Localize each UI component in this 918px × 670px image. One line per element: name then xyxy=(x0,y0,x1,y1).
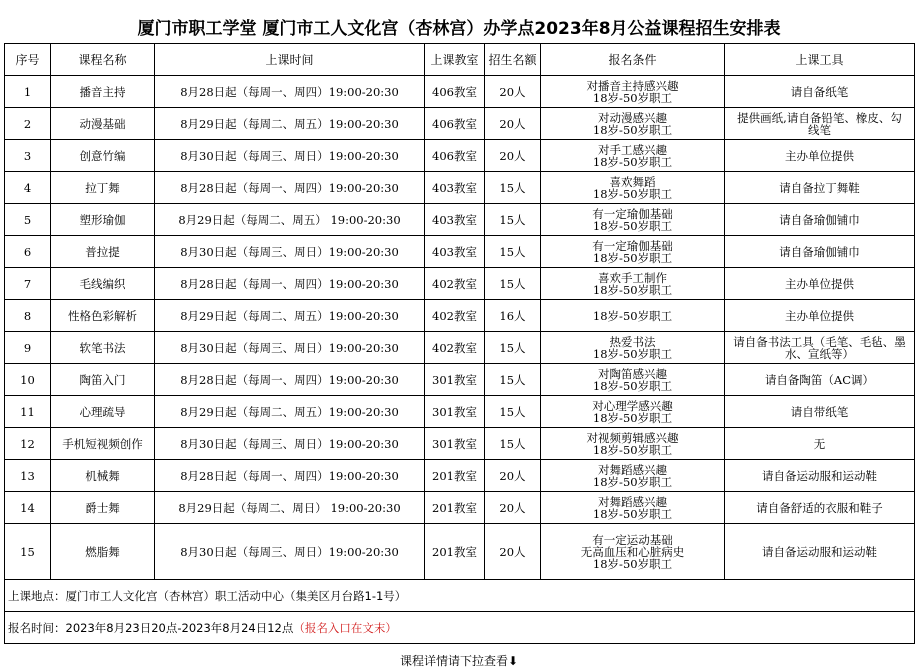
cell-tools xyxy=(725,140,915,172)
cell-condition xyxy=(541,492,725,524)
header-tools: 上课工具 xyxy=(725,44,915,76)
cell-time: 8月30日起（每周三、周日）19:00-20:30 xyxy=(155,524,425,580)
cell-condition-line: 对舞蹈感兴趣 xyxy=(598,462,667,477)
cell-room: 402教室 xyxy=(425,268,485,300)
cell-time: 8月29日起（每周二、周五）19:00-20:30 xyxy=(155,108,425,140)
signup-cell xyxy=(5,612,915,644)
cell-condition-line: 热爱书法 xyxy=(609,334,656,349)
cell-condition-line: 对手工感兴趣 xyxy=(598,142,667,157)
cell-course-name: 陶笛入门 xyxy=(51,364,155,396)
cell-condition-line: 18岁-50岁职工 xyxy=(592,506,673,521)
cell-tools-line: 主办单位提供 xyxy=(785,308,854,323)
cell-condition-line: 有一定瑜伽基础 xyxy=(592,238,673,253)
cell-tools-line: 请自备运动服和运动鞋 xyxy=(762,544,877,559)
cell-quota: 15人 xyxy=(485,428,541,460)
cell-no: 4 xyxy=(5,172,51,204)
cell-no: 6 xyxy=(5,236,51,268)
cell-condition-line: 对舞蹈感兴趣 xyxy=(598,494,667,509)
cell-condition-line: 喜欢舞蹈 xyxy=(609,174,656,189)
cell-condition xyxy=(541,428,725,460)
cell-time: 8月30日起（每周三、周日）19:00-20:30 xyxy=(155,332,425,364)
cell-course-name: 燃脂舞 xyxy=(51,524,155,580)
course-schedule-table xyxy=(4,43,915,644)
cell-course-name: 普拉提 xyxy=(51,236,155,268)
cell-condition xyxy=(541,172,725,204)
cell-quota: 15人 xyxy=(485,236,541,268)
cell-time: 8月29日起（每周二、周五） 19:00-20:30 xyxy=(155,204,425,236)
cell-time: 8月30日起（每周三、周日）19:00-20:30 xyxy=(155,140,425,172)
cell-course-name: 创意竹编 xyxy=(51,140,155,172)
cell-time: 8月29日起（每周二、周五）19:00-20:30 xyxy=(155,300,425,332)
cell-condition-line: 18岁-50岁职工 xyxy=(592,282,673,297)
cell-course-name: 心理疏导 xyxy=(51,396,155,428)
cell-tools-line: 提供画纸,请自备铅笔、橡皮、勾 xyxy=(737,110,902,125)
cell-condition xyxy=(541,396,725,428)
cell-condition xyxy=(541,300,725,332)
scroll-down-note xyxy=(0,652,918,669)
cell-no: 15 xyxy=(5,524,51,580)
cell-no: 1 xyxy=(5,76,51,108)
cell-no: 3 xyxy=(5,140,51,172)
cell-tools-line: 无 xyxy=(813,436,826,451)
cell-condition-line: 对视频剪辑感兴趣 xyxy=(586,430,679,445)
table-row xyxy=(5,172,915,204)
table-row xyxy=(5,76,915,108)
cell-tools-line: 主办单位提供 xyxy=(785,148,854,163)
cell-no: 7 xyxy=(5,268,51,300)
cell-room: 301教室 xyxy=(425,428,485,460)
header-condition: 报名条件 xyxy=(541,44,725,76)
cell-course-name: 性格色彩解析 xyxy=(51,300,155,332)
cell-no: 14 xyxy=(5,492,51,524)
header-room: 上课教室 xyxy=(425,44,485,76)
cell-tools xyxy=(725,108,915,140)
cell-room: 403教室 xyxy=(425,172,485,204)
cell-tools-line: 线笔 xyxy=(808,122,831,137)
cell-room: 201教室 xyxy=(425,460,485,492)
cell-condition-line: 18岁-50岁职工 xyxy=(592,474,673,489)
cell-tools xyxy=(725,396,915,428)
cell-quota: 20人 xyxy=(485,460,541,492)
cell-room: 403教室 xyxy=(425,204,485,236)
cell-time: 8月28日起（每周一、周四）19:00-20:30 xyxy=(155,364,425,396)
location-text: 上课地点：厦门市工人文化宫（杏林宫）职工活动中心（集美区月台路1-1号） xyxy=(5,580,915,612)
cell-no: 2 xyxy=(5,108,51,140)
scroll-down-text: 课程详情请下拉查看 xyxy=(399,654,508,668)
cell-condition xyxy=(541,236,725,268)
cell-condition-line: 18岁-50岁职工 xyxy=(592,308,673,323)
cell-tools xyxy=(725,524,915,580)
cell-tools-line: 请自备舒适的衣服和鞋子 xyxy=(756,500,883,515)
signup-time: 报名时间：2023年8月23日20点-2023年8月24日12点 xyxy=(8,620,294,635)
cell-quota: 20人 xyxy=(485,524,541,580)
cell-no: 12 xyxy=(5,428,51,460)
cell-time: 8月28日起（每周一、周四）19:00-20:30 xyxy=(155,76,425,108)
cell-quota: 15人 xyxy=(485,364,541,396)
cell-course-name: 动漫基础 xyxy=(51,108,155,140)
cell-course-name: 机械舞 xyxy=(51,460,155,492)
table-row xyxy=(5,524,915,580)
cell-quota: 15人 xyxy=(485,172,541,204)
cell-course-name: 爵士舞 xyxy=(51,492,155,524)
cell-condition xyxy=(541,268,725,300)
cell-condition xyxy=(541,460,725,492)
table-row xyxy=(5,364,915,396)
cell-quota: 15人 xyxy=(485,268,541,300)
cell-room: 406教室 xyxy=(425,140,485,172)
cell-condition-line: 18岁-50岁职工 xyxy=(592,346,673,361)
cell-tools xyxy=(725,492,915,524)
table-row xyxy=(5,396,915,428)
cell-quota: 20人 xyxy=(485,140,541,172)
cell-course-name: 软笔书法 xyxy=(51,332,155,364)
table-header-row xyxy=(5,44,915,76)
cell-room: 402教室 xyxy=(425,332,485,364)
cell-course-name: 拉丁舞 xyxy=(51,172,155,204)
cell-condition-line: 有一定运动基础 xyxy=(592,532,673,547)
cell-no: 8 xyxy=(5,300,51,332)
page-title: 厦门市职工学堂 厦门市工人文化宫（杏林宫）办学点2023年8月公益课程招生安排表 xyxy=(137,19,781,39)
cell-condition xyxy=(541,76,725,108)
cell-tools xyxy=(725,460,915,492)
location-row xyxy=(5,580,915,612)
cell-tools-line: 请自带纸笔 xyxy=(790,404,849,419)
header-no: 序号 xyxy=(5,44,51,76)
table-row xyxy=(5,204,915,236)
cell-room: 301教室 xyxy=(425,364,485,396)
cell-tools-line: 请自备瑜伽铺巾 xyxy=(779,212,860,227)
header-time: 上课时间 xyxy=(155,44,425,76)
cell-course-name: 播音主持 xyxy=(51,76,155,108)
table-row xyxy=(5,300,915,332)
cell-condition-line: 对播音主持感兴趣 xyxy=(586,78,679,93)
cell-tools-line: 请自备陶笛（AC调） xyxy=(764,372,875,387)
cell-time: 8月29日起（每周二、周五）19:00-20:30 xyxy=(155,396,425,428)
cell-condition-line: 有一定瑜伽基础 xyxy=(592,206,673,221)
cell-quota: 15人 xyxy=(485,332,541,364)
cell-tools xyxy=(725,236,915,268)
cell-tools xyxy=(725,268,915,300)
header-course-name: 课程名称 xyxy=(51,44,155,76)
cell-tools xyxy=(725,76,915,108)
cell-time: 8月28日起（每周一、周四）19:00-20:30 xyxy=(155,172,425,204)
cell-room: 201教室 xyxy=(425,524,485,580)
cell-quota: 20人 xyxy=(485,108,541,140)
cell-condition-line: 18岁-50岁职工 xyxy=(592,218,673,233)
cell-condition-line: 喜欢手工制作 xyxy=(598,270,667,285)
table-row xyxy=(5,108,915,140)
cell-condition xyxy=(541,332,725,364)
cell-condition xyxy=(541,108,725,140)
cell-condition-line: 18岁-50岁职工 xyxy=(592,186,673,201)
cell-condition xyxy=(541,140,725,172)
cell-condition-line: 对动漫感兴趣 xyxy=(598,110,667,125)
arrow-down-icon: ⬇ xyxy=(507,654,519,668)
cell-condition-line: 18岁-50岁职工 xyxy=(592,154,673,169)
cell-tools-line: 请自备瑜伽铺巾 xyxy=(779,244,860,259)
cell-no: 13 xyxy=(5,460,51,492)
cell-time: 8月28日起（每周一、周四）19:00-20:30 xyxy=(155,460,425,492)
cell-condition xyxy=(541,524,725,580)
cell-room: 402教室 xyxy=(425,300,485,332)
cell-room: 406教室 xyxy=(425,76,485,108)
cell-tools xyxy=(725,204,915,236)
signup-row xyxy=(5,612,915,644)
cell-tools xyxy=(725,332,915,364)
cell-condition-line: 18岁-50岁职工 xyxy=(592,122,673,137)
cell-no: 11 xyxy=(5,396,51,428)
cell-tools-line: 水、宣纸等） xyxy=(785,346,854,361)
cell-condition-line: 对心理学感兴趣 xyxy=(592,398,673,413)
cell-room: 301教室 xyxy=(425,396,485,428)
cell-course-name: 毛线编织 xyxy=(51,268,155,300)
cell-condition-line: 18岁-50岁职工 xyxy=(592,378,673,393)
cell-tools xyxy=(725,428,915,460)
signup-link-note: （报名入口在文末） xyxy=(293,620,397,635)
table-row xyxy=(5,332,915,364)
table-row xyxy=(5,460,915,492)
cell-no: 5 xyxy=(5,204,51,236)
cell-tools-line: 请自备纸笔 xyxy=(790,84,849,99)
cell-tools-line: 请自备书法工具（毛笔、毛毡、墨 xyxy=(733,334,906,349)
cell-quota: 15人 xyxy=(485,396,541,428)
cell-no: 9 xyxy=(5,332,51,364)
cell-condition xyxy=(541,204,725,236)
cell-condition-line: 18岁-50岁职工 xyxy=(592,442,673,457)
cell-quota: 20人 xyxy=(485,76,541,108)
cell-tools-line: 请自备运动服和运动鞋 xyxy=(762,468,877,483)
cell-quota: 15人 xyxy=(485,204,541,236)
table-row xyxy=(5,140,915,172)
table-row xyxy=(5,268,915,300)
cell-condition xyxy=(541,364,725,396)
cell-tools-line: 请自备拉丁舞鞋 xyxy=(779,180,860,195)
cell-tools xyxy=(725,172,915,204)
cell-time: 8月30日起（每周三、周日）19:00-20:30 xyxy=(155,428,425,460)
cell-course-name: 塑形瑜伽 xyxy=(51,204,155,236)
cell-time: 8月30日起（每周三、周日）19:00-20:30 xyxy=(155,236,425,268)
cell-condition-line: 对陶笛感兴趣 xyxy=(598,366,667,381)
cell-tools xyxy=(725,300,915,332)
cell-room: 201教室 xyxy=(425,492,485,524)
cell-room: 403教室 xyxy=(425,236,485,268)
cell-quota: 16人 xyxy=(485,300,541,332)
cell-time: 8月29日起（每周二、周日） 19:00-20:30 xyxy=(155,492,425,524)
cell-quota: 20人 xyxy=(485,492,541,524)
cell-condition-line: 18岁-50岁职工 xyxy=(592,556,673,571)
cell-condition-line: 18岁-50岁职工 xyxy=(592,410,673,425)
cell-room: 406教室 xyxy=(425,108,485,140)
cell-no: 10 xyxy=(5,364,51,396)
cell-time: 8月28日起（每周一、周四）19:00-20:30 xyxy=(155,268,425,300)
table-row xyxy=(5,492,915,524)
cell-condition-line: 无高血压和心脏病史 xyxy=(580,544,685,559)
cell-course-name: 手机短视频创作 xyxy=(51,428,155,460)
cell-tools-line: 主办单位提供 xyxy=(785,276,854,291)
header-quota: 招生名额 xyxy=(485,44,541,76)
cell-condition-line: 18岁-50岁职工 xyxy=(592,250,673,265)
cell-condition-line: 18岁-50岁职工 xyxy=(592,90,673,105)
table-row xyxy=(5,236,915,268)
cell-tools xyxy=(725,364,915,396)
table-row xyxy=(5,428,915,460)
